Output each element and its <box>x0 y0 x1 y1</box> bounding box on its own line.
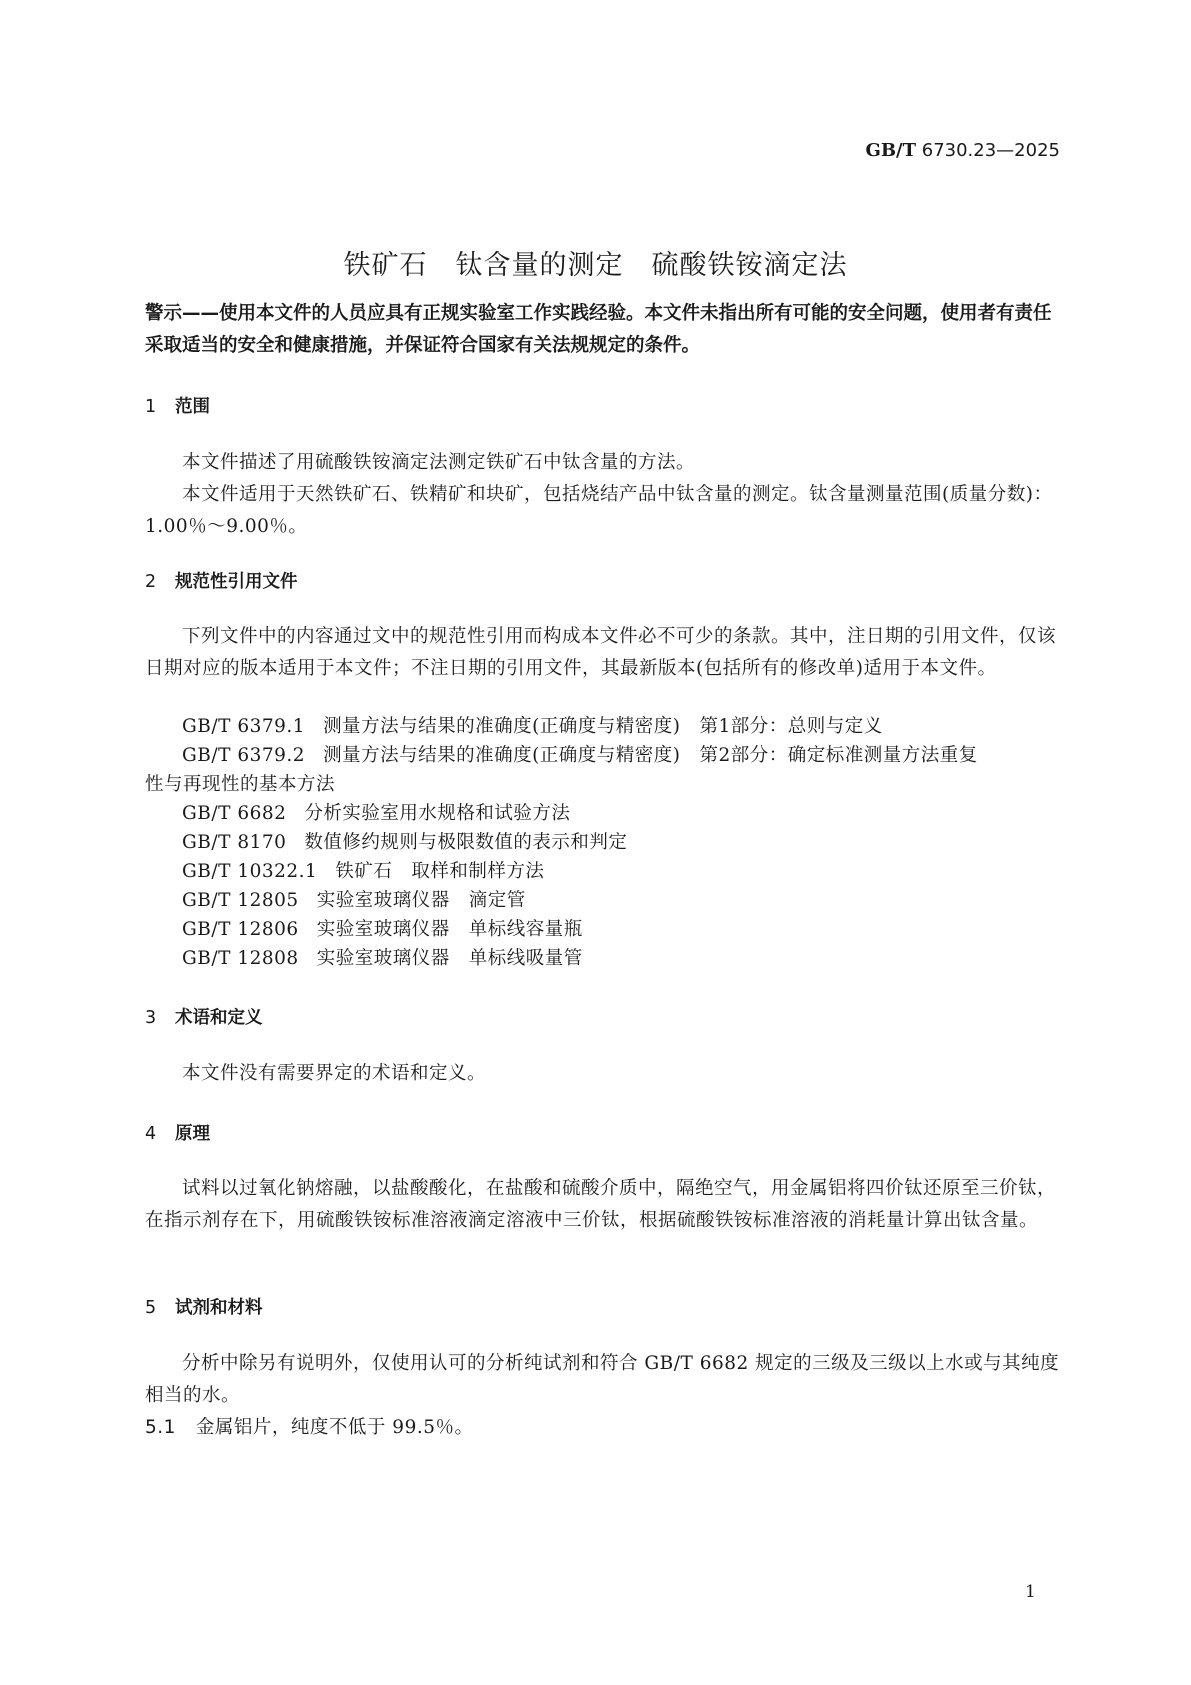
reference-item: GB/T 12806 实验室玻璃仪器 单标线容量瓶 <box>182 919 583 940</box>
reference-item: GB/T 8170 数值修约规则与极限数值的表示和判定 <box>182 832 628 853</box>
section-heading-1: 1 范围 <box>145 397 210 417</box>
safety-warning: 警示——使用本文件的人员应具有正规实验室工作实践经验。本文件未指出所有可能的安全问题，使用者有责任采取适当的安全和健康措施，并保证符合国家有关法规规定的条件。 <box>145 303 1052 356</box>
document-title: 铁矿石 钛含量的测定 硫酸铁铵滴定法 <box>343 250 848 281</box>
section-heading-5: 5 试剂和材料 <box>145 1298 263 1318</box>
reference-item: GB/T 12805 实验室玻璃仪器 滴定管 <box>182 890 526 911</box>
paragraph: 本文件没有需要界定的术语和定义。 <box>182 1063 487 1084</box>
reference-item: GB/T 10322.1 铁矿石 取样和制样方法 <box>182 861 545 882</box>
paragraph: 分析中除另有说明外，仅使用认可的分析纯试剂和符合 GB/T 6682 规定的三级及三级以上水或与其纯度相当的水。 <box>145 1353 1060 1406</box>
section-heading-3: 3 术语和定义 <box>145 1008 263 1028</box>
reference-item: GB/T 6379.1 测量方法与结果的准确度(正确度与精密度) 第1部分：总则与定义 <box>182 716 883 737</box>
reference-item: GB/T 6379.2 测量方法与结果的准确度(正确度与精密度) 第2部分：确定标准测量方法重复 <box>182 745 978 766</box>
subclause-5-1: 5.1 金属铝片，纯度不低于 99.5％。 <box>145 1417 474 1438</box>
paragraph: 本文件描述了用硫酸铁铵滴定法测定铁矿石中钛含量的方法。 <box>182 452 696 473</box>
page-number: 1 <box>1025 1582 1036 1602</box>
standard-code: GB/T 6730.23—2025 <box>865 140 1060 161</box>
paragraph: 试料以过氧化钠熔融，以盐酸酸化，在盐酸和硫酸介质中，隔绝空气，用金属铝将四价钛还原至三价钛，在指示剂存在下，用硫酸铁铵标准溶液滴定溶液中三价钛，根据硫酸铁铵标准溶液的消耗量计算出钛含量。 <box>145 1178 1057 1231</box>
reference-item: GB/T 6682 分析实验室用水规格和试验方法 <box>182 803 571 824</box>
reference-item: GB/T 12808 实验室玻璃仪器 单标线吸量管 <box>182 948 583 969</box>
section-heading-4: 4 原理 <box>145 1124 210 1144</box>
paragraph: 本文件适用于天然铁矿石、铁精矿和块矿，包括烧结产品中钛含量的测定。钛含量测量范围(质量分数)：1.00％～9.00％。 <box>145 484 1053 537</box>
paragraph: 下列文件中的内容通过文中的规范性引用而构成本文件必不可少的条款。其中，注日期的引用文件，仅该日期对应的版本适用于本文件；不注日期的引用文件，其最新版本(包括所有的修改单)适用于本文件。 <box>145 626 1057 679</box>
section-heading-2: 2 规范性引用文件 <box>145 572 298 592</box>
reference-item-continuation: 性与再现性的基本方法 <box>145 774 336 795</box>
